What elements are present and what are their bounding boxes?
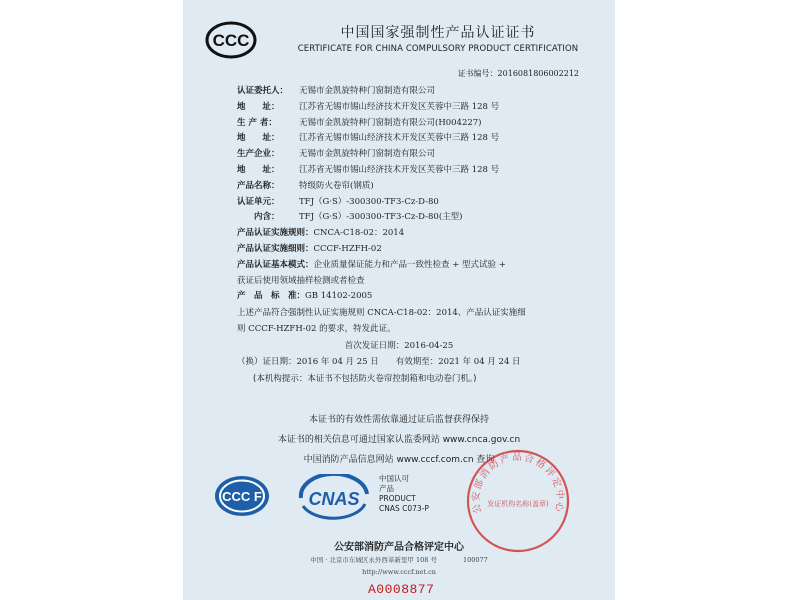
field-value: 江苏省无锡市锡山经济技术开发区芙蓉中三路 128 号 xyxy=(299,164,500,175)
cnas-accreditation-info xyxy=(379,474,429,514)
certificate-sheet xyxy=(183,0,615,600)
field-row xyxy=(237,100,577,116)
certificate-fields xyxy=(237,84,577,305)
field-row xyxy=(237,116,577,132)
cnas-info-line: 中国认可 xyxy=(379,474,409,483)
cnas-logo-text: CNAS xyxy=(308,489,360,509)
field-label: 内含： xyxy=(237,212,280,223)
cnas-logo xyxy=(295,474,373,522)
agency-note: (本机构提示：本证书不包括防火卷帘控制箱和电动卷门机。) xyxy=(253,374,477,384)
field-label: 生 产 者： xyxy=(237,117,277,128)
cnca-notice: 本证书的相关信息可通过国家认监委网站 www.cnca.gov.cn xyxy=(277,435,521,445)
field-label: 产品认证实施规则： xyxy=(237,228,314,239)
cnas-info-line: CNAS C073-P xyxy=(379,504,429,513)
field-value: TFJ（G·S）-300300-TF3-Cz-D-80(主型) xyxy=(299,212,463,223)
statement-line: 上述产品符合强制性认证实施规则 CNCA-C18-02：2014、产品认证实施细 xyxy=(237,308,526,318)
field-value: 特级防火卷帘(钢质) xyxy=(299,180,374,191)
ccc-f-logo-text: CCC F xyxy=(222,489,262,504)
issuing-authority: 公安部消防产品合格评定中心 xyxy=(334,542,464,553)
field-row xyxy=(237,84,577,100)
issuer-address: 中国 · 北京市东城区永外西革新里甲 108 号 100077 xyxy=(310,556,488,564)
field-value: 无锡市金凯旋特种门窗制造有限公司 xyxy=(299,149,436,160)
field-row xyxy=(237,179,577,195)
field-value: 获证后使用领域抽样检测或者检查 xyxy=(237,275,365,286)
field-row xyxy=(237,289,577,305)
field-label: 生产企业： xyxy=(237,149,280,160)
cnas-info-line: 产品 xyxy=(379,484,394,493)
field-value: 江苏省无锡市锡山经济技术开发区芙蓉中三路 128 号 xyxy=(299,133,500,144)
compliance-statement xyxy=(237,305,577,337)
cnas-info-line: PRODUCT xyxy=(379,494,416,503)
seal-center-text: 发证机构名称(盖章) xyxy=(487,500,549,508)
field-row xyxy=(237,131,577,147)
title-chinese: 中国国家强制性产品认证证书 xyxy=(340,25,536,41)
title-english: CERTIFICATE FOR CHINA COMPULSORY PRODUCT CERTIFICATION xyxy=(297,44,579,54)
field-row xyxy=(237,210,577,226)
field-value: 江苏省无锡市锡山经济技术开发区芙蓉中三路 128 号 xyxy=(299,101,500,112)
field-value: 无锡市金凯旋特种门窗制造有限公司(H004227) xyxy=(299,117,482,128)
field-label: 产品认证基本模式： xyxy=(237,259,314,270)
field-row xyxy=(237,195,577,211)
field-label: 认证委托人： xyxy=(237,86,289,96)
certificate-number: 证书编号：2016081806002212 xyxy=(457,69,579,78)
serial-number: A0008877 xyxy=(368,582,435,597)
field-label: 产品名称： xyxy=(237,180,280,191)
statement-line: 则 CCCF-HZFH-02 的要求，特发此证。 xyxy=(237,324,396,334)
field-label: 地 址： xyxy=(237,164,280,175)
field-value: TFJ（G·S）-300300-TF3-Cz-D-80 xyxy=(299,196,439,207)
field-row xyxy=(237,274,577,290)
seal-ring-text: 公安部消防产品合格评定中心 xyxy=(470,452,566,515)
field-row xyxy=(237,258,577,274)
ccc-logo-text: CCC xyxy=(212,31,250,50)
field-label: 认证单元： xyxy=(237,196,280,207)
validity-notice: 本证书的有效性需依靠通过证后监督获得保持 xyxy=(308,415,489,425)
field-value: 无锡市金凯旋特种门窗制造有限公司 xyxy=(299,86,436,96)
ccc-logo xyxy=(205,20,257,60)
field-value: CNCA-C18-02：2014 xyxy=(313,228,405,239)
first-issue-date: 首次发证日期：2016-04-25 xyxy=(344,341,454,351)
field-value: CCCF-HZFH-02 xyxy=(313,243,382,254)
field-row xyxy=(237,226,577,242)
field-label: 地 址： xyxy=(237,133,280,144)
field-label: 产品认证实施细则： xyxy=(237,243,314,254)
issuer-website: http://www.cccf.net.cn xyxy=(362,568,436,576)
field-row xyxy=(237,147,577,163)
field-label: 地 址： xyxy=(237,101,280,112)
field-label: 产 品 标 准： xyxy=(237,291,306,302)
field-row xyxy=(237,242,577,258)
ccc-f-logo xyxy=(213,474,271,518)
field-value: 企业质量保证能力和产品一致性检查 + 型式试验 + xyxy=(313,259,506,270)
issue-validity-dates: （换）证日期：2016 年 04 月 25 日 有效期至：2021 年 04 月 24 日 xyxy=(237,357,521,367)
field-value: GB 14102-2005 xyxy=(305,291,373,302)
cccf-notice: 中国消防产品信息网站 www.cccf.com.cn 查询 xyxy=(303,455,495,465)
field-row xyxy=(237,163,577,179)
